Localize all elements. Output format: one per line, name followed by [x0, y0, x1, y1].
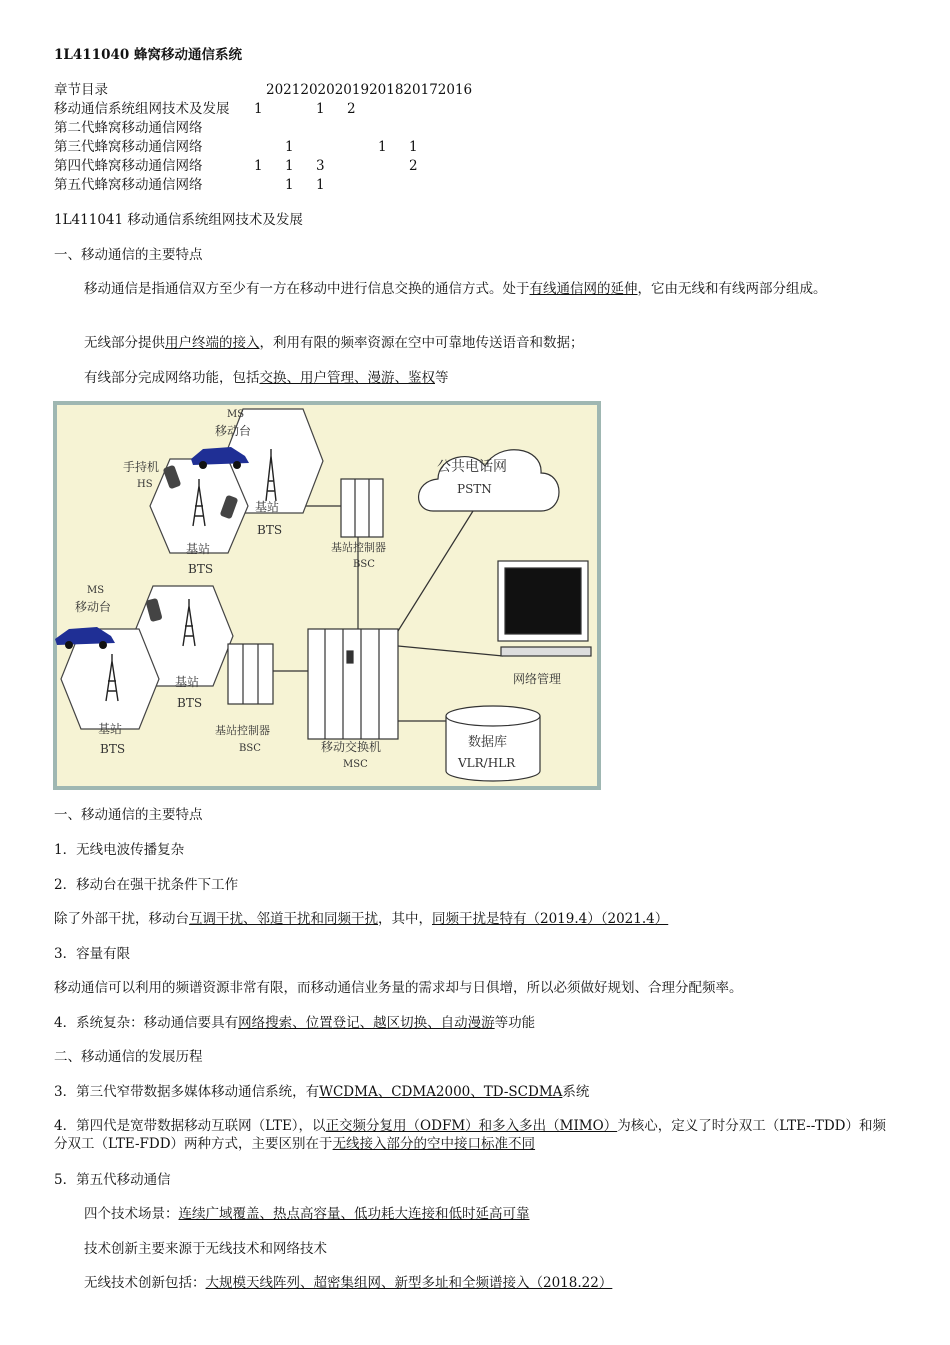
label-bts-2: 基站 — [186, 542, 211, 556]
label-msc: 移动交换机 — [321, 740, 382, 754]
features-title: 一、移动通信的主要特点 — [54, 247, 203, 263]
toc-row-label: 第四代蜂窝移动通信网络 — [54, 158, 203, 174]
toc-cell: 1 — [285, 139, 294, 155]
toc-cell: 3 — [316, 158, 325, 174]
label-db: 数据库 — [468, 735, 508, 750]
item-3g: 3．第三代窄带数据多媒体移动通信系统，有WCDMA、CDMA2000、TD-SCDMA系统 — [54, 1084, 590, 1100]
item-capacity: 3．容量有限 — [54, 946, 131, 962]
toc-years: 202120202019201820172016 — [266, 82, 473, 98]
paragraph-wired: 有线部分完成网络功能，包括交换、用户管理、漫游、鉴权等 — [84, 370, 449, 386]
label-msc-en: MSC — [343, 759, 368, 770]
paragraph-capacity: 移动通信可以利用的频谱资源非常有限，而移动通信业务量的需求却与日俱增，所以必须做好规划、合理分配频率。 — [54, 980, 743, 996]
label-hs: 手持机 — [123, 460, 160, 474]
label-bts-2-en: BTS — [188, 562, 214, 576]
item-interference: 2．移动台在强干扰条件下工作 — [54, 877, 239, 893]
toc-cell: 1 — [378, 139, 387, 155]
label-ms-top: MS — [227, 409, 245, 420]
paragraph-wireless: 无线部分提供用户终端的接入，利用有限的频率资源在空中可靠地传送语音和数据； — [84, 335, 584, 351]
label-bsc-1: 基站控制器 — [331, 541, 386, 554]
label-ms-top-cn: 移动台 — [215, 424, 252, 438]
label-bts-3-en: BTS — [177, 696, 203, 710]
paragraph-interference: 除了外部干扰，移动台互调干扰、邻道干扰和同频干扰，其中，同频干扰是特有（2019.4）（2021.4） — [54, 911, 669, 927]
msc-cabinet — [308, 629, 398, 739]
toc-row-label: 第二代蜂窝移动通信网络 — [54, 120, 203, 136]
doc-heading: 1L411040 蜂窝移动通信系统 — [54, 47, 242, 63]
paragraph-definition: 移动通信是指通信双方至少有一方在移动中进行信息交换的通信方式。处于有线通信网的延伸，它由无线和有线两部分组成。 — [84, 281, 827, 297]
features-title-2: 一、移动通信的主要特点 — [54, 807, 203, 823]
label-bsc-2: 基站控制器 — [215, 724, 270, 737]
item-4g: 4．第四代是宽带数据移动互联网（LTE），以正交频分复用（ODFM）和多入多出（MIMO）为核心，定义了时分双工（LTE--TDD）和频分双工（LTE-FDD）两种方式，主要区别在于无线接入部分的空中接口标准不同 — [54, 1118, 886, 1152]
toc-cell: 2 — [347, 101, 356, 117]
toc-cell: 1 — [285, 158, 294, 174]
toc-cell: 1 — [254, 101, 263, 117]
toc-cell: 1 — [285, 177, 294, 193]
toc-cell: 1 — [316, 101, 325, 117]
label-bts-4: 基站 — [98, 722, 123, 736]
label-network-management: 网络管理 — [513, 672, 562, 686]
label-bts-1: 基站 — [255, 500, 280, 514]
label-hs-en: HS — [137, 479, 153, 490]
label-db-en: VLR/HLR — [458, 756, 516, 770]
label-bsc-1-en: BSC — [353, 559, 375, 570]
label-ms-left-cn: 移动台 — [75, 600, 112, 614]
network-diagram — [53, 401, 601, 790]
paragraph-5g-innovation: 技术创新主要来源于无线技术和网络技术 — [84, 1241, 327, 1257]
toc-cell: 1 — [254, 158, 263, 174]
toc-header-label: 章节目录 — [54, 82, 108, 98]
label-ms-left: MS — [87, 585, 105, 596]
item-complexity: 4．系统复杂：移动通信要具有网络搜索、位置登记、越区切换、自动漫游等功能 — [54, 1015, 536, 1031]
label-bsc-2-en: BSC — [239, 743, 261, 754]
section-title: 1L411041 移动通信系统组网技术及发展 — [54, 212, 303, 228]
label-bts-4-en: BTS — [100, 742, 126, 756]
item-5g: 5．第五代移动通信 — [54, 1172, 171, 1188]
toc-row-label: 第三代蜂窝移动通信网络 — [54, 139, 203, 155]
paragraph-5g-scenarios: 四个技术场景：连续广域覆盖、热点高容量、低功耗大连接和低时延高可靠 — [84, 1206, 530, 1222]
history-title: 二、移动通信的发展历程 — [54, 1049, 203, 1065]
toc-cell: 1 — [409, 139, 418, 155]
label-bts-1-en: BTS — [257, 523, 283, 537]
item-propagation: 1．无线电波传播复杂 — [54, 842, 185, 858]
label-bts-3: 基站 — [175, 675, 200, 689]
label-pstn: PSTN — [457, 482, 492, 496]
toc-cell: 1 — [316, 177, 325, 193]
paragraph-5g-wireless: 无线技术创新包括：大规模天线阵列、超密集组网、新型多址和全频谱接入（2018.22） — [84, 1275, 613, 1291]
toc-row-label: 移动通信系统组网技术及发展 — [54, 101, 230, 117]
toc-row-label: 第五代蜂窝移动通信网络 — [54, 177, 203, 193]
label-pstn-cn: 公共电话网 — [437, 459, 507, 475]
toc-cell: 2 — [409, 158, 418, 174]
